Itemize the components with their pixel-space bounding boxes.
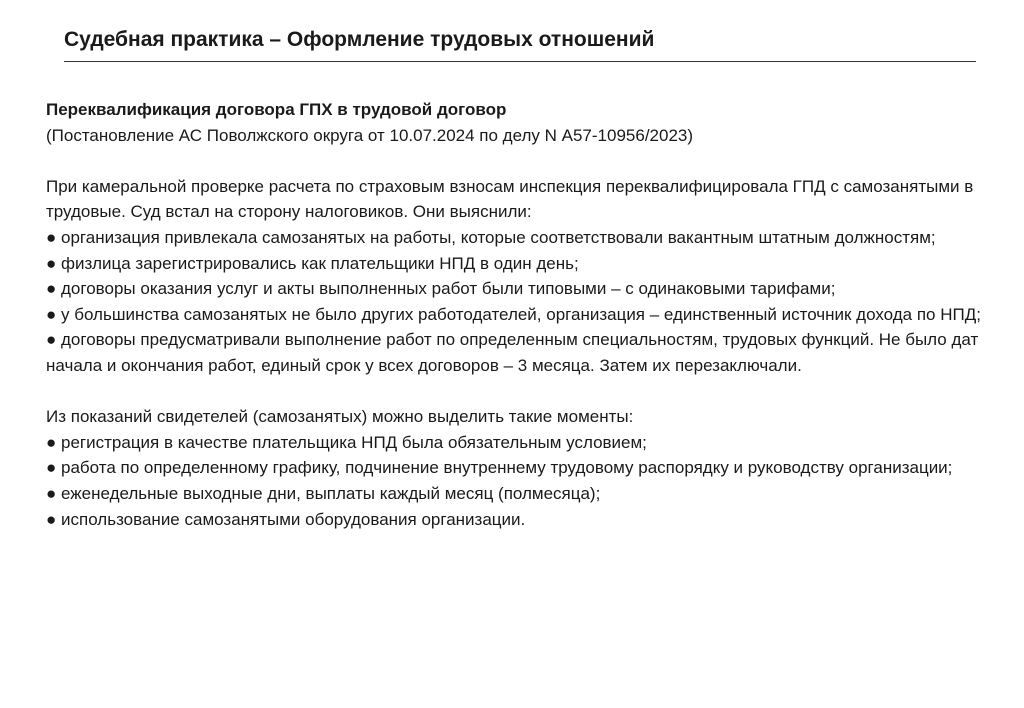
title-divider (64, 61, 976, 62)
list-item (46, 225, 1006, 251)
list-item (46, 430, 1006, 456)
bullet-icon: ● (46, 253, 57, 273)
list-item (46, 327, 1006, 378)
bullet-icon: ● (46, 432, 57, 452)
list-item (46, 481, 1006, 507)
list-item-text: работа по определенному графику, подчинение внутреннему трудовому распорядку и руководству организации; (61, 458, 953, 478)
spacer (46, 148, 1006, 174)
page-title: Судебная практика – Оформление трудовых отношений (64, 28, 655, 51)
list-item-text: договоры оказания услуг и акты выполненных работ были типовыми – с одинаковыми тарифами; (61, 279, 836, 299)
spacer (46, 379, 1006, 405)
bullet-icon: ● (46, 483, 57, 503)
case-heading: Переквалификация договора ГПХ в трудовой договор (46, 100, 507, 119)
list-item-text: еженедельные выходные дни, выплаты каждый месяц (полмесяца); (61, 483, 601, 503)
bullet-icon: ● (46, 509, 57, 529)
list-item-text: физлица зарегистрировались как плательщики НПД в один день; (61, 253, 579, 273)
list-item-text: организация привлекала самозанятых на работы, которые соответствовали вакантным штатным должностям; (61, 227, 936, 247)
case-citation: (Постановление АС Поволжского округа от 10.07.2024 по делу N А57-10956/2023) (46, 125, 694, 145)
list-item (46, 507, 1006, 533)
section2-intro: Из показаний свидетелей (самозанятых) можно выделить такие моменты: (46, 407, 634, 427)
main-content (46, 97, 1006, 532)
list-item-text: у большинства самозанятых не было других работодателей, организация – единственный источник дохода по НПД; (61, 304, 981, 324)
list-item (46, 302, 1006, 328)
section1-list (46, 225, 1006, 379)
list-item-text: договоры предусматривали выполнение работ по определенным специальностям, трудовых функций. Не было дат начала и окончания работ, единый срок у всех договоров – 3 месяца. Затем их перезаключали. (46, 330, 979, 375)
list-item (46, 251, 1006, 277)
list-item-text: использование самозанятыми оборудования организации. (61, 509, 526, 529)
list-item (46, 276, 1006, 302)
bullet-icon: ● (46, 330, 57, 350)
bullet-icon: ● (46, 304, 57, 324)
section2-list (46, 430, 1006, 532)
list-item (46, 455, 1006, 481)
section1-intro: При камеральной проверке расчета по страховым взносам инспекция переквалифицировала ГПД с самозанятыми в трудовые. Суд встал на сторону налоговиков. Они выяснили: (46, 176, 974, 222)
list-item-text: регистрация в качестве плательщика НПД была обязательным условием; (61, 432, 647, 452)
bullet-icon: ● (46, 279, 57, 299)
bullet-icon: ● (46, 227, 57, 247)
bullet-icon: ● (46, 458, 57, 478)
